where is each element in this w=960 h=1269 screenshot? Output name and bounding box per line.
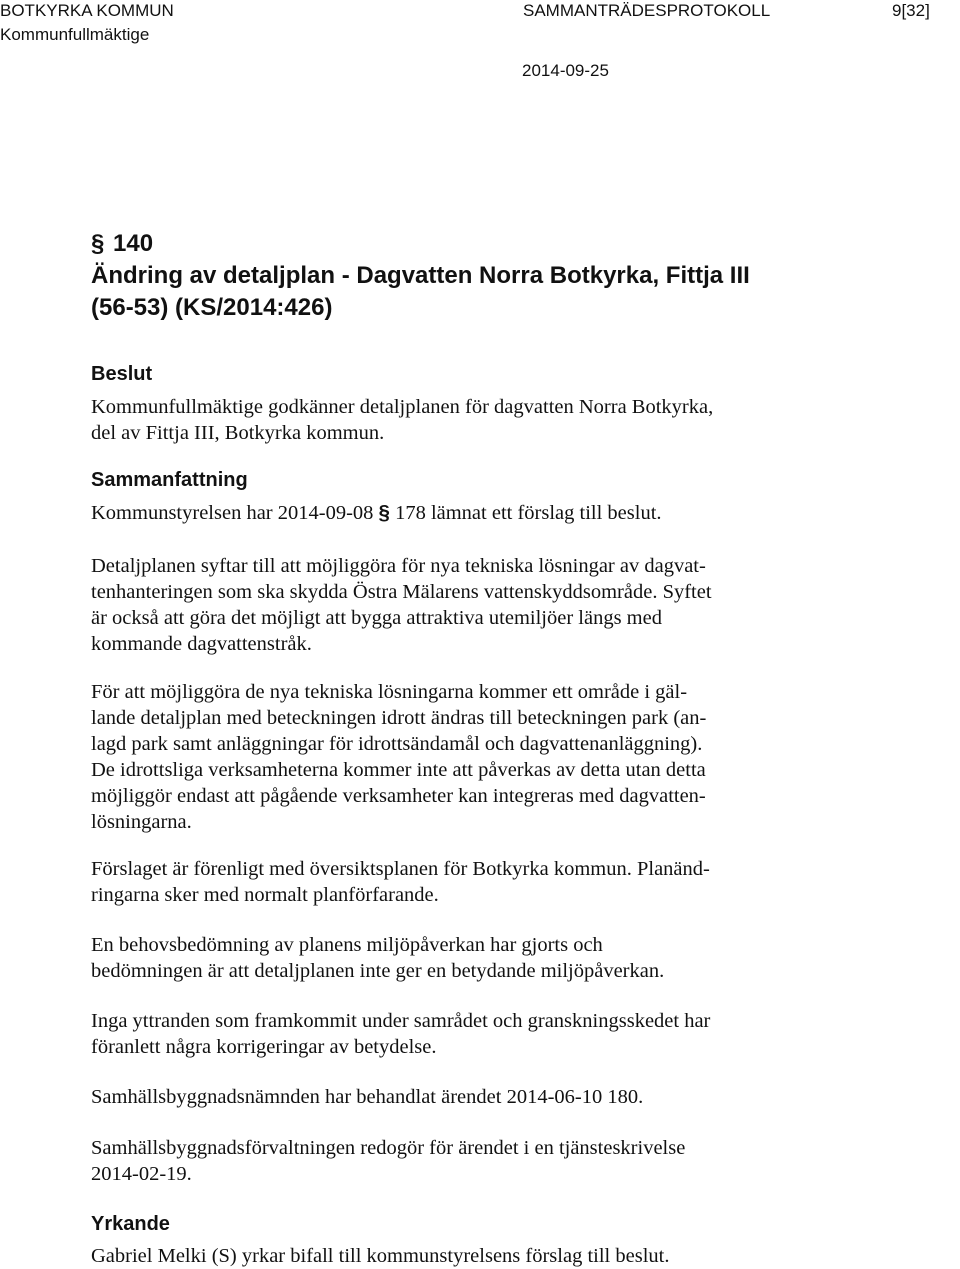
section-number: 140: [113, 230, 154, 257]
text-line: En behovsbedömning av planens miljöpåverkan har gjorts och: [91, 934, 603, 956]
summary-paragraph: [91, 932, 831, 984]
beslut-text: [91, 394, 831, 446]
summary-paragraph: [91, 1008, 831, 1060]
text-line: lösningarna.: [91, 811, 192, 833]
page-number: 9[32]: [892, 1, 930, 20]
text-line: Inga yttranden som framkommit under samrådet och granskningsskedet har: [91, 1010, 711, 1032]
text-line: [91, 500, 831, 526]
yrkande-text: [91, 1243, 831, 1269]
municipality-name: BOTKYRKA KOMMUN: [0, 1, 174, 20]
text-line: lande detaljplan med beteckningen idrott ändras till beteckningen park (an-: [91, 707, 707, 729]
text-line: Samhällsbyggnadsnämnden har behandlat ärendet 2014-06-10 180.: [91, 1086, 644, 1108]
text-line: bedömningen är att detaljplanen inte ger en betydande miljöpåverkan.: [91, 960, 665, 982]
paragraph-symbol: §: [91, 230, 105, 257]
text-line: De idrottsliga verksamheterna kommer inte att påverkas av detta utan detta: [91, 759, 706, 781]
meeting-date: 2014-09-25: [522, 61, 609, 80]
committee-name: Kommunfullmäktige: [0, 25, 150, 44]
section-title-line: (56-53) (KS/2014:426): [91, 294, 333, 321]
text-line: Gabriel Melki (S) yrkar bifall till kommunstyrelsens förslag till beslut.: [91, 1245, 670, 1267]
summary-paragraph: [91, 1084, 831, 1110]
section-title-line: Ändring av detaljplan - Dagvatten Norra Botkyrka, Fittja III: [91, 262, 750, 289]
text-line: kommande dagvattenstråk.: [91, 633, 312, 655]
text-line: För att möjliggöra de nya tekniska lösningarna kommer ett område i gäl-: [91, 681, 688, 703]
summary-paragraph: [91, 553, 831, 657]
beslut-heading: Beslut: [91, 363, 153, 385]
text-line: Detaljplanen syftar till att möjliggöra för nya tekniska lösningar av dagvat-: [91, 555, 706, 577]
section-title: [91, 228, 750, 324]
text-line: ringarna sker med normalt planförfarande.: [91, 884, 439, 906]
text-line: 2014-02-19.: [91, 1163, 192, 1185]
text-line: lagd park samt anläggningar för idrottsändamål och dagvattenanläggning).: [91, 733, 703, 755]
sammanfattning-heading: Sammanfattning: [91, 469, 248, 491]
intro-text: 178 lämnat ett förslag till beslut.: [395, 502, 662, 524]
text-line: tenhanteringen som ska skydda Östra Mälarens vattenskyddsområde. Syftet: [91, 581, 712, 603]
paragraph-symbol: §: [378, 501, 390, 524]
intro-text: Kommunstyrelsen har 2014-09-08: [91, 502, 374, 524]
summary-paragraph: [91, 1135, 831, 1187]
text-line: Kommunfullmäktige godkänner detaljplanen för dagvatten Norra Botkyrka,: [91, 396, 714, 418]
text-line: möjliggör endast att pågående verksamheter kan integreras med dagvatten-: [91, 785, 706, 807]
text-line: del av Fittja III, Botkyrka kommun.: [91, 422, 385, 444]
summary-paragraph: [91, 679, 831, 835]
summary-paragraph: [91, 856, 831, 908]
text-line: Förslaget är förenligt med översiktsplanen för Botkyrka kommun. Planänd-: [91, 858, 710, 880]
document-type: SAMMANTRÄDESPROTOKOLL: [523, 1, 771, 20]
text-line: är också att göra det möjligt att bygga attraktiva utemiljöer längs med: [91, 607, 662, 629]
text-line: föranlett några korrigeringar av betydelse.: [91, 1036, 437, 1058]
yrkande-heading: Yrkande: [91, 1213, 170, 1235]
text-line: Samhällsbyggnadsförvaltningen redogör för ärendet i en tjänsteskrivelse: [91, 1137, 686, 1159]
sammanfattning-intro: [91, 500, 831, 526]
section-number-row: [91, 228, 750, 260]
